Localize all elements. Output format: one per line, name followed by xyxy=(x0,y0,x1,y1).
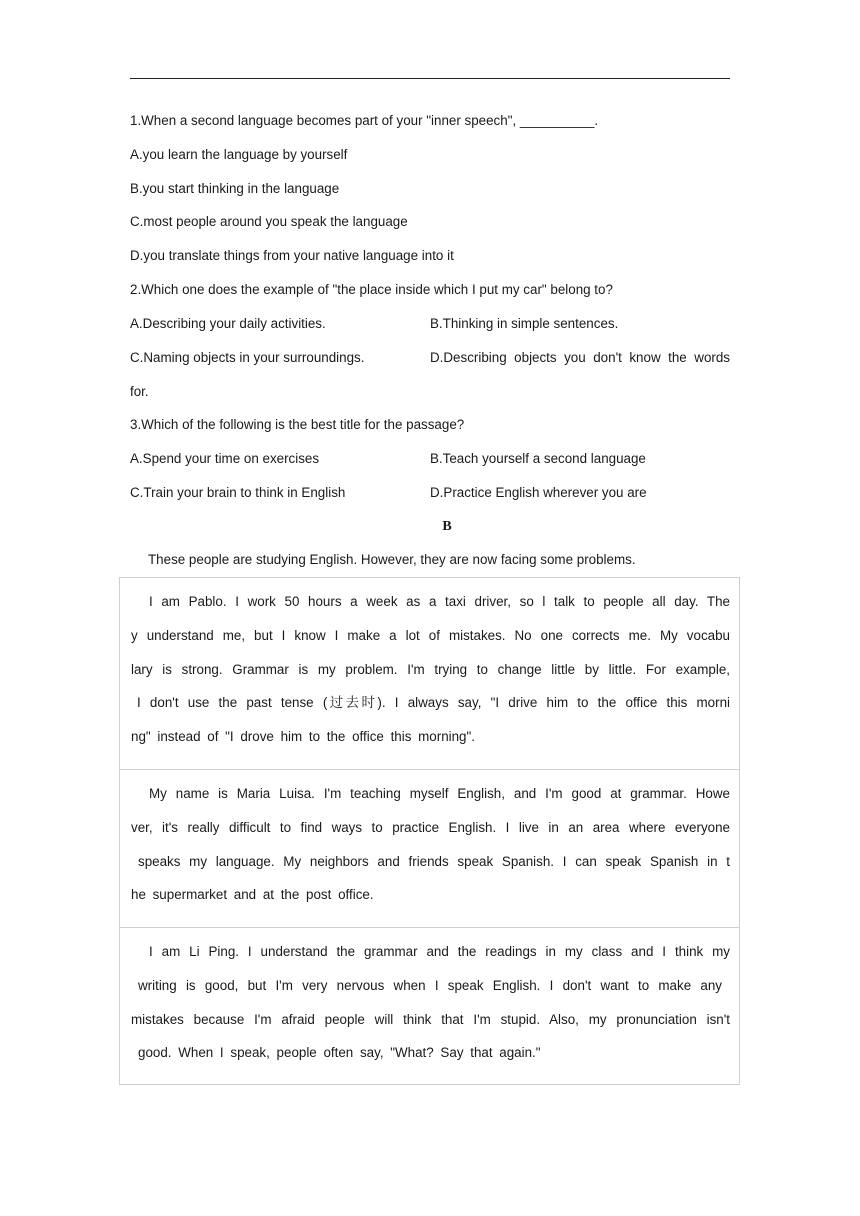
question-3-stem: 3.Which of the following is the best title for the passage? xyxy=(130,417,465,432)
letter-line: good. When I speak, people often say, "What? Say that again." xyxy=(138,1045,541,1061)
question-3-option-b: B.Teach yourself a second language xyxy=(430,451,646,466)
letter-line: I am Li Ping. I understand the grammar and the readings in my class and I think my xyxy=(149,944,730,959)
question-1-option-b: B.you start thinking in the language xyxy=(130,181,340,196)
question-3-option-c: C.Train your brain to think in English xyxy=(130,485,346,500)
section-b-title: B xyxy=(442,519,452,534)
letter-line: y understand me, but I know I make a lot of mistakes. No one corrects me. My vocabu xyxy=(131,627,730,643)
question-1-option-d: D.you translate things from your native language into it xyxy=(130,248,454,263)
letter-line: ver, it's really difficult to find ways to practice English. I live in an area where everyone xyxy=(131,819,730,835)
question-2-option-c: C.Naming objects in your surroundings. xyxy=(130,350,365,365)
letter-line: he supermarket and at the post office. xyxy=(131,887,374,903)
letter-line: I don't use the past tense (过去时). I always say, "I drive him to the office this morni xyxy=(137,695,730,711)
header-rule xyxy=(130,78,730,79)
section-b-intro: These people are studying English. However, they are now facing some problems. xyxy=(148,552,636,567)
letter-maria-luisa xyxy=(120,769,739,927)
question-1-option-c: C.most people around you speak the language xyxy=(130,214,408,229)
letter-li-ping xyxy=(120,927,739,1084)
letter-line: writing is good, but I'm very nervous when I speak English. I don't want to make any xyxy=(138,977,722,993)
letter-li-ping-text xyxy=(131,935,730,1070)
letter-line: lary is strong. Grammar is my problem. I'm trying to change little by little. For example, xyxy=(131,661,730,677)
question-1-stem: 1.When a second language becomes part of your "inner speech", __________. xyxy=(130,113,599,128)
letter-line: speaks my language. My neighbors and friends speak Spanish. I can speak Spanish in t xyxy=(138,853,730,869)
letter-line: mistakes because I'm afraid people will think that I'm stupid. Also, my pronunciation isn't xyxy=(131,1011,730,1027)
letter-line: ng" instead of "I drove him to the office this morning". xyxy=(131,729,475,745)
question-2-option-b: B.Thinking in simple sentences. xyxy=(430,316,619,331)
letter-pablo-text xyxy=(131,585,730,754)
letter-line: I am Pablo. I work 50 hours a week as a taxi driver, so l talk to people all day. The xyxy=(149,594,730,609)
question-2-option-d-continued: for. xyxy=(130,384,149,399)
letters-table xyxy=(119,577,740,1085)
letter-pablo xyxy=(120,578,739,769)
question-1-option-a: A.you learn the language by yourself xyxy=(130,147,348,162)
question-2-option-d: D.Describing objects you don't know the words xyxy=(430,350,730,365)
question-2-option-a: A.Describing your daily activities. xyxy=(130,316,326,331)
letter-maria-luisa-text xyxy=(131,777,730,912)
question-3-option-d: D.Practice English wherever you are xyxy=(430,485,647,500)
question-3-option-a: A.Spend your time on exercises xyxy=(130,451,320,466)
question-2-stem: 2.Which one does the example of "the place inside which I put my car" belong to? xyxy=(130,282,613,297)
letter-line: My name is Maria Luisa. I'm teaching myself English, and I'm good at grammar. Howe xyxy=(149,786,730,801)
